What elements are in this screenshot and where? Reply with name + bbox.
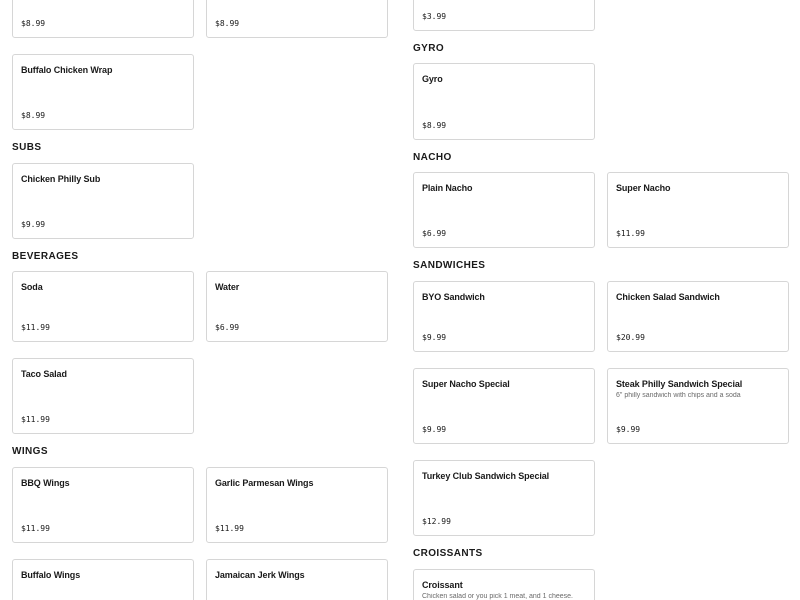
- menu-item-price: $3.99: [422, 12, 447, 21]
- menu-item-price: $11.99: [21, 415, 50, 424]
- menu-item-name: Soda: [21, 282, 43, 292]
- section-heading-croissants: CROISSANTS: [413, 548, 483, 559]
- menu-item-steak-philly-sandwich-special[interactable]: [607, 368, 789, 444]
- menu-item-price: $9.99: [422, 425, 447, 434]
- menu-item-turkey-club-sandwich-special[interactable]: [413, 460, 595, 536]
- menu-item-price: $11.99: [215, 524, 244, 533]
- menu-item-water[interactable]: [206, 271, 388, 342]
- menu-item-price: $9.99: [21, 220, 46, 229]
- section-heading-beverages: BEVERAGES: [12, 251, 79, 262]
- menu-item-price: $9.99: [616, 425, 641, 434]
- menu-item-name: Steak Philly Sandwich Special: [616, 379, 743, 389]
- menu-item-price: $8.99: [215, 19, 240, 28]
- menu-item-gyro[interactable]: [413, 63, 595, 140]
- menu-item-super-nacho-special[interactable]: [413, 368, 595, 444]
- menu-item-buffalo-chicken-wrap[interactable]: [12, 54, 194, 130]
- menu-item-garlic-parmesan-wings[interactable]: [206, 467, 388, 543]
- menu-item-price: $6.99: [422, 229, 447, 238]
- section-heading-nacho: NACHO: [413, 152, 452, 163]
- menu-item-taco-salad[interactable]: [12, 358, 194, 434]
- menu-item-description: 6" philly sandwich with chips and a soda: [616, 392, 741, 399]
- menu-item-name: Turkey Club Sandwich Special: [422, 471, 550, 481]
- menu-item-card[interactable]: [413, 0, 595, 31]
- menu-item-name: Taco Salad: [21, 369, 67, 379]
- menu-item-chicken-philly-sub[interactable]: [12, 163, 194, 239]
- menu-item-name: Garlic Parmesan Wings: [215, 478, 314, 488]
- section-heading-sandwiches: SANDWICHES: [413, 260, 486, 271]
- menu-item-name: Super Nacho Special: [422, 379, 510, 389]
- menu-item-super-nacho[interactable]: [607, 172, 789, 248]
- menu-item-name: Buffalo Wings: [21, 570, 81, 580]
- menu-item-name: Buffalo Chicken Wrap: [21, 65, 113, 75]
- menu-item-price: $8.99: [21, 19, 46, 28]
- menu-item-name: Croissant: [422, 580, 463, 590]
- menu-item-name: BBQ Wings: [21, 478, 70, 488]
- menu-item-card[interactable]: [12, 0, 194, 38]
- menu-item-price: $11.99: [616, 229, 645, 238]
- menu-item-card[interactable]: [206, 0, 388, 38]
- menu-item-price: $20.99: [616, 333, 645, 342]
- menu-item-soda[interactable]: [12, 271, 194, 342]
- menu-item-croissant[interactable]: [413, 569, 595, 600]
- section-heading-wings: WINGS: [12, 446, 48, 457]
- menu-item-plain-nacho[interactable]: [413, 172, 595, 248]
- menu-item-name: Gyro: [422, 74, 443, 84]
- menu-item-name: Chicken Philly Sub: [21, 174, 101, 184]
- menu-item-name: Water: [215, 282, 240, 292]
- menu-item-name: Jamaican Jerk Wings: [215, 570, 305, 580]
- menu-item-price: $6.99: [215, 323, 240, 332]
- menu-item-jamaican-jerk-wings[interactable]: [206, 559, 388, 600]
- menu-item-chicken-salad-sandwich[interactable]: [607, 281, 789, 352]
- menu-item-price: $11.99: [21, 524, 50, 533]
- menu-item-name: BYO Sandwich: [422, 292, 485, 302]
- menu-item-byo-sandwich[interactable]: [413, 281, 595, 352]
- menu-item-price: $8.99: [422, 121, 447, 130]
- menu-item-price: $9.99: [422, 333, 447, 342]
- menu-item-description: Chicken salad or you pick 1 meat, and 1 cheese.: [422, 593, 573, 600]
- menu-item-buffalo-wings[interactable]: [12, 559, 194, 600]
- menu-item-name: Super Nacho: [616, 183, 671, 193]
- section-heading-subs: SUBS: [12, 142, 42, 153]
- menu-item-bbq-wings[interactable]: [12, 467, 194, 543]
- menu-item-price: $12.99: [422, 517, 451, 526]
- menu-item-name: Chicken Salad Sandwich: [616, 292, 720, 302]
- section-heading-gyro: GYRO: [413, 43, 445, 54]
- menu-item-name: Plain Nacho: [422, 183, 473, 193]
- menu-item-price: $8.99: [21, 111, 46, 120]
- menu-item-price: $11.99: [21, 323, 50, 332]
